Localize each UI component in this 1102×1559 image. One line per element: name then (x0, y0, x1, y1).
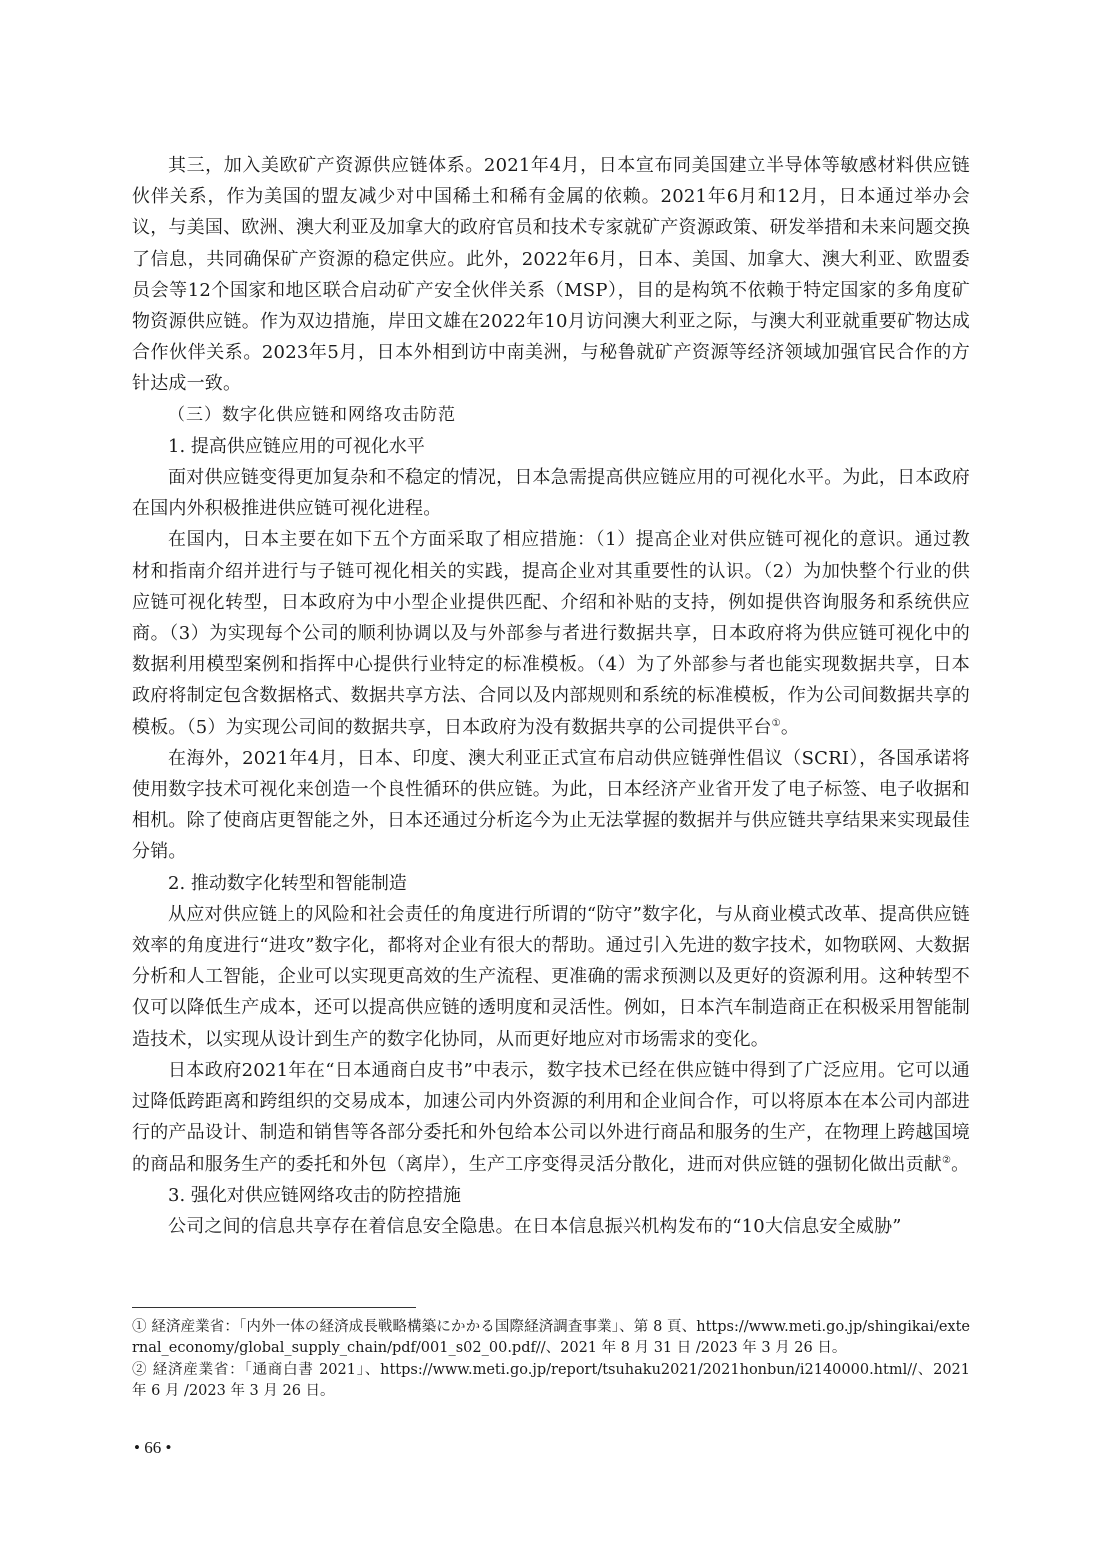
page-number: • 66 • (134, 1438, 172, 1457)
paragraph-info-security: 公司之间的信息共享存在着信息安全隐患。在日本信息振兴机构发布的“10大信息安全威胁” (168, 1215, 902, 1237)
paragraph-domestic-measures-text: 在国内，日本主要在如下五个方面采取了相应措施：（1）提高企业对供应链可视化的意识。通过教材和指南介绍并进行与子链可视化相关的实践，提高企业对其重要性的认识。（2）为加快整个行业的供应链可视化转型，日本政府为中小型企业提供匹配、介绍和补贴的支持，例如提供咨询服务和系统供应商。（3）为实现每个公司的顺利协调以及与外部参与者进行数据共享，日本政府将为供应链可视化中的数据利用模型案例和指挥中心提供行业特定的标准模板。（4）为了外部参与者也能实现数据共享，日本政府将制定包含数据格式、数据共享方法、合同以及内部规则和系统的标准模板，作为公司间数据共享的模板。（5）为实现公司间的数据共享，日本政府为没有数据共享的公司提供平台 (132, 529, 970, 738)
subheading-visualization: 1. 提高供应链应用的可视化水平 (168, 435, 425, 457)
main-text (132, 150, 970, 1242)
paragraph-white-paper-end: 。 (951, 1153, 970, 1175)
section-heading-digital-supply-chain: （三）数字化供应链和网络攻击防范 (168, 404, 456, 425)
footnote-ref-1[interactable]: ① (771, 717, 781, 729)
paragraph-white-paper-text: 日本政府2021年在“日本通商白皮书”中表示，数字技术已经在供应链中得到了广泛应用。它可以通过降低跨距离和跨组织的交易成本，加速公司内外资源的利用和企业间合作，可以将原本在本公司内部进行的产品设计、制造和销售等各部分委托和外包给本公司以外进行商品和服务的生产，在物理上跨越国境的商品和服务生产的委托和外包（离岸），生产工序变得灵活分散化，进而对供应链的强韧化做出贡献 (132, 1059, 970, 1175)
footnotes (132, 1317, 970, 1403)
footnote-ref-2[interactable]: ② (942, 1154, 952, 1166)
paragraph-overseas-scri: 在海外，2021年4月，日本、印度、澳大利亚正式宣布启动供应链弹性倡议（SCRI），各国承诺将使用数字技术可视化来创造一个良性循环的供应链。为此，日本经济产业省开发了电子标签、电子收据和相机。除了使商店更智能之外，日本还通过分析迄今为止无法掌握的数据并与供应链共享结果来实现最佳分销。 (132, 747, 970, 863)
footnote-2: ② 経済産業省：「通商白書 2021」、https://www.meti.go.jp/report/tsuhaku2021/2021honbun/i2140000.html//、2021 年 6 月 /2023 年 3 月 26 日。 (132, 1362, 970, 1399)
paragraph-domestic-measures (132, 524, 970, 742)
subheading-cyber-attack: 3. 强化对供应链网络攻击的防控措施 (168, 1184, 461, 1206)
paragraph-domestic-measures-end: 。 (780, 716, 800, 738)
footnote-divider (132, 1307, 416, 1308)
paragraph-white-paper (132, 1055, 970, 1180)
paragraph-defense-offense-digital: 从应对供应链上的风险和社会责任的角度进行所谓的“防守”数字化，与从商业模式改革、提高供应链效率的角度进行“进攻”数字化，都将对企业有很大的帮助。通过引入先进的数字技术，如物联网、大数据分析和人工智能，企业可以实现更高效的生产流程、更准确的需求预测以及更好的资源利用。这种转型不仅可以降低生产成本，还可以提高供应链的透明度和灵活性。例如，日本汽车制造商正在积极采用智能制造技术，以实现从设计到生产的数字化协同，从而更好地应对市场需求的变化。 (132, 903, 970, 1050)
paragraph-visualization-intro: 面对供应链变得更加复杂和不稳定的情况，日本急需提高供应链应用的可视化水平。为此，日本政府在国内外积极推进供应链可视化进程。 (132, 467, 970, 520)
subheading-digital-transformation: 2. 推动数字化转型和智能制造 (168, 872, 407, 894)
paragraph-mineral-supply-chain: 其三，加入美欧矿产资源供应链体系。2021年4月，日本宣布同美国建立半导体等敏感材料供应链伙伴关系，作为美国的盟友减少对中国稀土和稀有金属的依赖。2021年6月和12月，日本通过举办会议，与美国、欧洲、澳大利亚及加拿大的政府官员和技术专家就矿产资源政策、研发举措和未来问题交换了信息，共同确保矿产资源的稳定供应。此外，2022年6月，日本、美国、加拿大、澳大利亚、欧盟委员会等12个国家和地区联合启动矿产安全伙伴关系（MSP），目的是构筑不依赖于特定国家的多角度矿物资源供应链。作为双边措施，岸田文雄在2022年10月访问澳大利亚之际，与澳大利亚就重要矿物达成合作伙伴关系。2023年5月，日本外相到访中南美洲，与秘鲁就矿产资源等经济领域加强官民合作的方针达成一致。 (132, 155, 970, 395)
footnote-1: ① 経済産業省：「内外一体の経済成長戦略構築にかかる国際経済調査事業」、第 8 頁、https://www.meti.go.jp/shingikai/external_economy/global_supply_chain/pdf/001_s02_00.pdf//、2021 年 8 月 31 日 /2023 年 3 月 26 日。 (132, 1319, 970, 1356)
